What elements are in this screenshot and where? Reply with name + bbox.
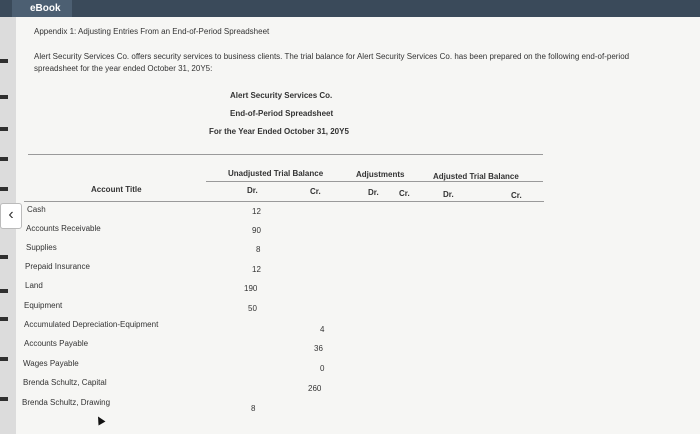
appendix-heading: Appendix 1: Adjusting Entries From an End-of-Period Spreadsheet xyxy=(34,27,270,36)
sidebar-marker xyxy=(0,255,8,259)
sidebar-marker xyxy=(0,157,8,161)
table-header-rule xyxy=(24,201,544,202)
account-name: Prepaid Insurance xyxy=(25,262,90,271)
company-name: Alert Security Services Co. xyxy=(230,91,333,100)
top-bar xyxy=(0,0,700,17)
account-title-header: Account Title xyxy=(91,185,142,194)
account-name: Land xyxy=(25,281,43,290)
adjusted-header: Adjusted Trial Balance xyxy=(433,172,519,181)
unadjusted-dr-value: 50 xyxy=(248,304,257,313)
adjustments-header: Adjustments xyxy=(356,170,405,179)
unadjusted-dr-header: Dr. xyxy=(247,186,258,195)
statement-name: End-of-Period Spreadsheet xyxy=(230,109,334,118)
unadjusted-cr-header: Cr. xyxy=(310,187,321,196)
table-top-rule xyxy=(28,154,543,155)
previous-page-button[interactable] xyxy=(0,203,22,229)
intro-line-1: Alert Security Services Co. offers security services to business clients. The trial balance for Alert Security Services Co. has been prepared on the following end-of-period xyxy=(34,52,630,61)
unadjusted-dr-value: 190 xyxy=(244,284,258,293)
sidebar-marker xyxy=(0,127,8,131)
unadjusted-dr-value: 8 xyxy=(256,245,261,254)
adjustments-cr-header: Cr. xyxy=(399,189,410,198)
account-name: Accounts Payable xyxy=(24,339,89,348)
ebook-page xyxy=(16,17,700,434)
period-line: For the Year Ended October 31, 20Y5 xyxy=(209,127,349,136)
unadjusted-dr-value: 12 xyxy=(252,207,261,216)
unadjusted-cr-value: 0 xyxy=(320,364,325,373)
sidebar-marker xyxy=(0,289,8,293)
unadjusted-cr-value: 36 xyxy=(314,344,323,353)
adjustments-dr-header: Dr. xyxy=(368,188,379,197)
account-name: Cash xyxy=(27,205,46,214)
sidebar-marker xyxy=(0,59,8,63)
account-name: Supplies xyxy=(26,243,57,252)
account-name: Wages Payable xyxy=(23,359,79,368)
sidebar-marker xyxy=(0,397,8,401)
account-name: Equipment xyxy=(24,301,63,310)
unadjusted-header: Unadjusted Trial Balance xyxy=(228,169,324,178)
ebook-tab[interactable]: eBook xyxy=(12,0,72,17)
adjusted-cr-header: Cr. xyxy=(511,191,522,200)
unadjusted-dr-value: 8 xyxy=(251,404,256,413)
unadjusted-cr-value: 4 xyxy=(320,325,325,334)
intro-line-2: spreadsheet for the year ended October 31, 20Y5: xyxy=(34,64,213,73)
account-name: Accumulated Depreciation-Equipment xyxy=(24,320,159,329)
adjusted-dr-header: Dr. xyxy=(443,190,454,199)
sidebar-marker xyxy=(0,317,8,321)
unadjusted-dr-value: 12 xyxy=(252,265,261,274)
account-name: Accounts Receivable xyxy=(26,224,101,233)
unadjusted-cr-value: 260 xyxy=(308,384,322,393)
account-name: Brenda Schultz, Capital xyxy=(23,378,107,387)
chevron-left-icon: ‹ xyxy=(8,206,14,223)
account-name: Brenda Schultz, Drawing xyxy=(22,398,111,407)
sidebar-marker xyxy=(0,95,8,99)
sidebar-marker xyxy=(0,357,8,361)
group-header-rule xyxy=(206,181,543,182)
unadjusted-dr-value: 90 xyxy=(252,226,261,235)
mouse-pointer-icon xyxy=(95,415,106,426)
sidebar-marker xyxy=(0,187,8,191)
